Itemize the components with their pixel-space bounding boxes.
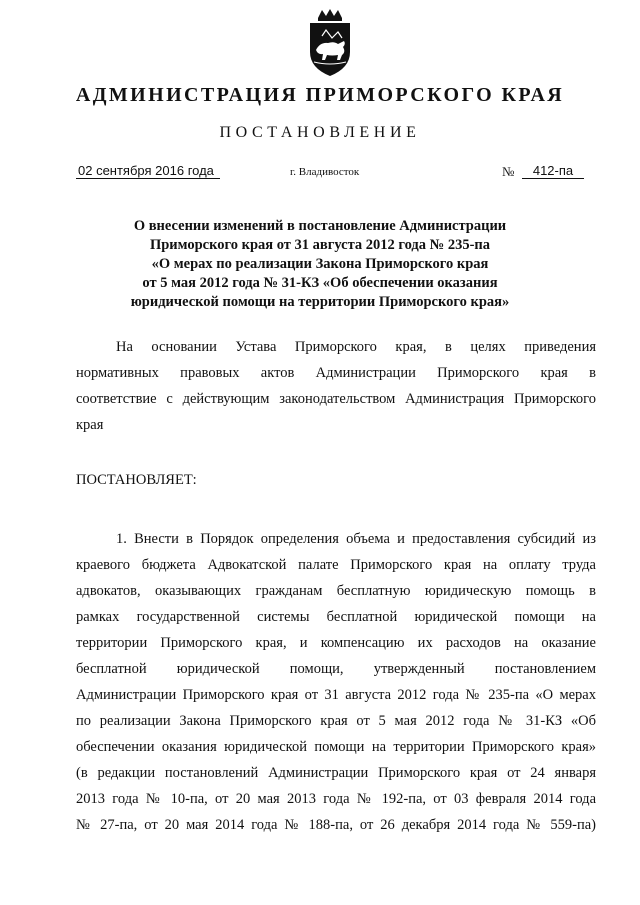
subject-line: юридической помощи на территории Приморского края» — [130, 294, 510, 310]
number-sign: № — [502, 164, 515, 179]
item-line: территории Приморского края, и компенсацию их расходов на оказание — [76, 635, 596, 651]
subject-line: О внесении изменений в постановление Администрации — [133, 218, 507, 234]
document-subject — [90, 217, 550, 312]
item-line: Администрации Приморского края от 31 августа 2012 года № 235-па «О мерах — [76, 687, 596, 703]
subject-line: «О мерах по реализации Закона Приморского края — [151, 256, 489, 272]
item-line: 2013 года № 10-па, от 20 мая 2013 года № 192-па, от 03 февраля 2014 года — [76, 791, 596, 807]
decree-heading: ПОСТАНОВЛЯЕТ: — [76, 472, 197, 488]
preamble-line: На основании Устава Приморского края, в целях приведения — [116, 339, 596, 355]
item-line: рамках государственной системы бесплатной юридической помощи на — [76, 609, 596, 625]
item-line: адвокатов, оказывающих гражданам бесплатную юридическую помощь в — [76, 583, 596, 599]
document-date: 02 сентября 2016 года — [76, 163, 220, 179]
coat-of-arms-emblem — [302, 8, 358, 78]
subject-line: Приморского края от 31 августа 2012 года № 235-па — [149, 237, 491, 253]
item-line: обеспечении оказания юридической помощи на территории Приморского края» — [76, 739, 596, 755]
preamble-line: нормативных правовых актов Администрации Приморского края в — [76, 365, 596, 381]
item-line: (в редакции постановлений Администрации Приморского края от 24 января — [76, 765, 596, 781]
preamble-line: края — [76, 417, 104, 433]
item-line: № 27-па, от 20 мая 2014 года № 188-па, от 26 декабря 2014 года № 559-па) — [76, 817, 596, 833]
item-1-paragraph — [76, 526, 596, 838]
preamble-paragraph — [76, 334, 596, 438]
document-number: 412-па — [522, 163, 584, 179]
item-line: 1. Внести в Порядок определения объема и предоставления субсидий из — [116, 531, 596, 547]
preamble-line: соответствие с действующим законодательством Администрация Приморского — [76, 391, 596, 407]
organization-title: АДМИНИСТРАЦИЯ ПРИМОРСКОГО КРАЯ — [75, 84, 565, 106]
item-line: бесплатной юридической помощи, утвержденный постановлением — [76, 661, 596, 677]
item-line: краевого бюджета Адвокатской палате Приморского края на оплату труда — [76, 557, 596, 573]
document-type: ПОСТАНОВЛЕНИЕ — [219, 124, 421, 141]
subject-line: от 5 мая 2012 года № 31-КЗ «Об обеспечении оказания — [142, 275, 498, 291]
item-line: по реализации Закона Приморского края от 5 мая 2012 года № 31-КЗ «Об — [76, 713, 596, 729]
document-city: г. Владивосток — [290, 166, 360, 178]
